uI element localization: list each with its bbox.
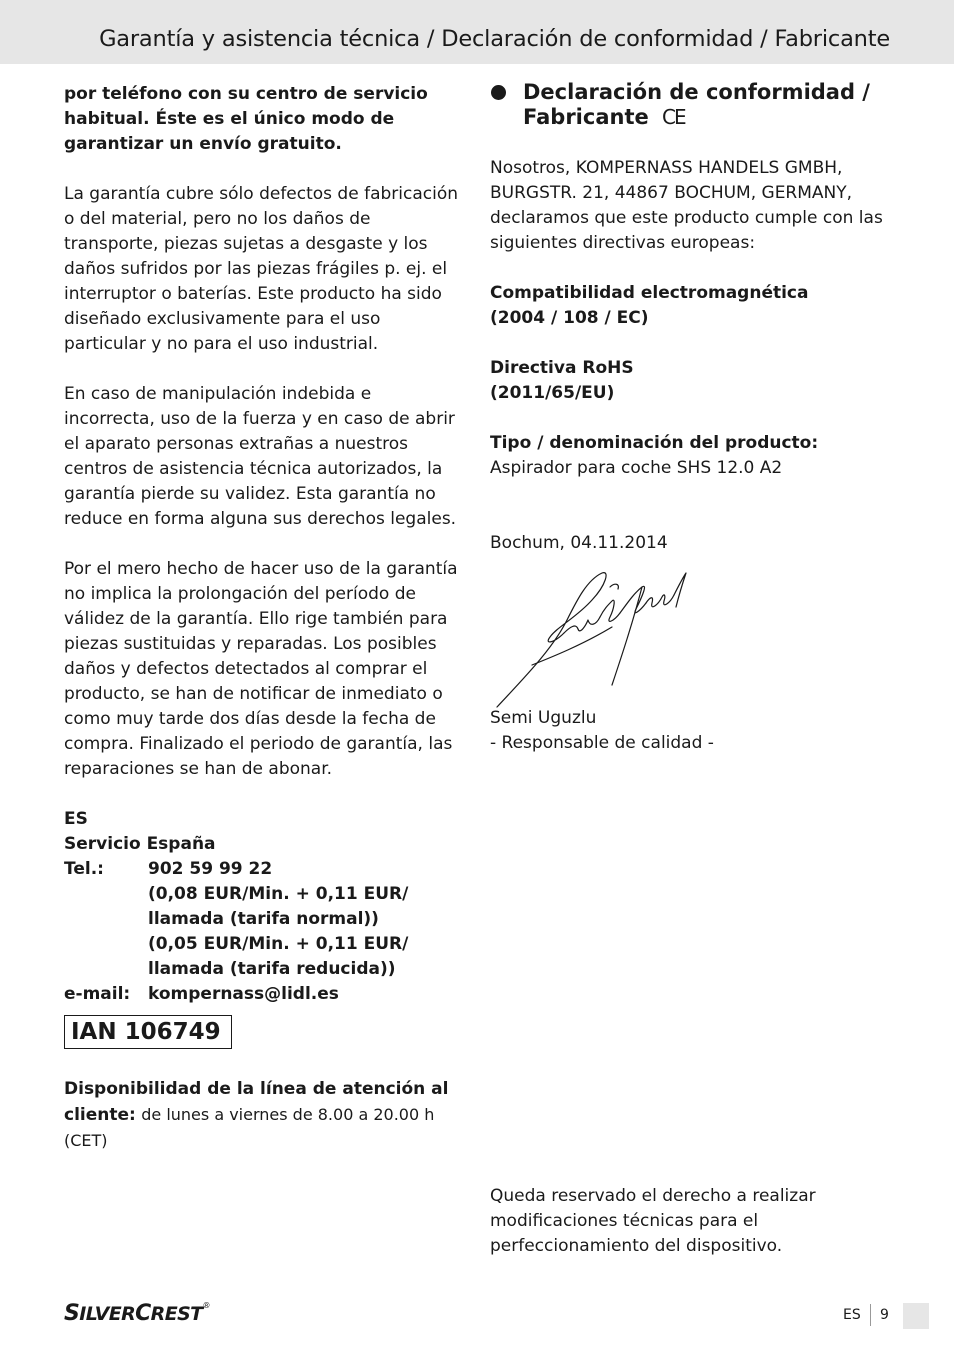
language-code: ES	[843, 1307, 861, 1323]
technical-changes-note: Queda reservado el derecho a realizar modificaciones técnicas para el perfeccionamiento del dispositivo.	[490, 1186, 816, 1256]
footer-divider	[870, 1304, 871, 1326]
product-type-label: Tipo / denominación del producto:	[490, 433, 819, 453]
warranty-extension-paragraph: Por el mero hecho de hacer uso de la garantía no implica la prolongación del período de válidez de la garantía. Ello rige también para piezas sustituidas y reparadas. Los posibles daños y defectos detectados al comprar el producto, se han de notificar de inmediato o como muy tarde dos días desde la fecha de compra. Finalizado el periodo de garantía, las reparaciones se han de abonar.	[64, 559, 458, 779]
silvercrest-logo: SILVERCREST®	[64, 1301, 210, 1326]
declaration-intro: Nosotros, KOMPERNASS HANDELS GMBH, BURGSTR. 21, 44867 BOCHUM, GERMANY, declaramos que este producto cumple con las siguientes directivas europeas:	[490, 158, 883, 253]
heading-line2: Fabricante	[523, 105, 649, 129]
directive-emc: Compatibilidad electromagnética (2004 / 108 / EC)	[490, 283, 809, 328]
place-date: Bochum, 04.11.2014	[490, 533, 668, 553]
intro-bold-text: por teléfono con su centro de servicio habitual. Éste es el único modo de garantizar un envío gratuito.	[64, 84, 428, 154]
email-address[interactable]: kompernass@lidl.es	[148, 984, 339, 1004]
phone-number: 902 59 99 22	[148, 859, 273, 879]
rate-normal-line2: llamada (tarifa normal))	[148, 909, 379, 929]
hotline-hours: de lunes a viernes de 8.00 a 20.00 h (CET)	[64, 1105, 435, 1150]
rate-normal-line1: (0,08 EUR/Min. + 0,11 EUR/	[148, 884, 409, 904]
service-country: ES	[64, 809, 88, 829]
signer-role: - Responsable de calidad -	[490, 733, 714, 753]
page-tab-marker	[903, 1303, 929, 1329]
ian-number-box: IAN 106749	[64, 1015, 232, 1049]
phone-row	[64, 857, 464, 982]
page-header-band	[0, 0, 954, 64]
email-row	[64, 982, 464, 1007]
rate-reduced-line2: llamada (tarifa reducida))	[148, 959, 396, 979]
service-name: Servicio España	[64, 834, 216, 854]
phone-label: Tel.:	[64, 859, 104, 879]
conformity-heading	[490, 80, 890, 130]
ce-mark-icon: CE	[662, 105, 685, 129]
warranty-void-paragraph: En caso de manipulación indebida e incorrecta, uso de la fuerza y en caso de abrir el aparato personas extrañas a nuestros centros de asistencia técnica autorizados, la garantía pierde su validez. Esta garantía no reduce en forma alguna sus derechos legales.	[64, 384, 457, 529]
product-name: Aspirador para coche SHS 12.0 A2	[490, 458, 783, 478]
service-contact-block	[64, 807, 464, 1007]
rate-reduced-line1: (0,05 EUR/Min. + 0,11 EUR/	[148, 934, 409, 954]
signer-name: Semi Uguzlu	[490, 708, 597, 728]
left-column	[64, 82, 464, 1154]
hotline-label: Disponibilidad de la línea de atención al cliente:	[64, 1079, 449, 1125]
hotline-availability	[64, 1077, 464, 1154]
directive-rohs: Directiva RoHS (2011/65/EU)	[490, 358, 634, 403]
email-label: e-mail:	[64, 984, 131, 1004]
warranty-coverage-paragraph: La garantía cubre sólo defectos de fabricación o del material, pero no los daños de transporte, piezas sujetas a desgaste y los daños sufridos por las piezas frágiles p. ej. el interruptor o baterías. Este producto ha sido diseñado exclusivamente para el uso particular y no para el uso industrial.	[64, 184, 459, 354]
heading-line1: Declaración de conformidad /	[523, 80, 870, 104]
page-title: Garantía y asistencia técnica / Declaración de conformidad / Fabricante	[99, 26, 890, 52]
heading-bullet	[491, 85, 506, 100]
handwritten-signature	[492, 565, 692, 710]
page-number: 9	[880, 1307, 889, 1323]
